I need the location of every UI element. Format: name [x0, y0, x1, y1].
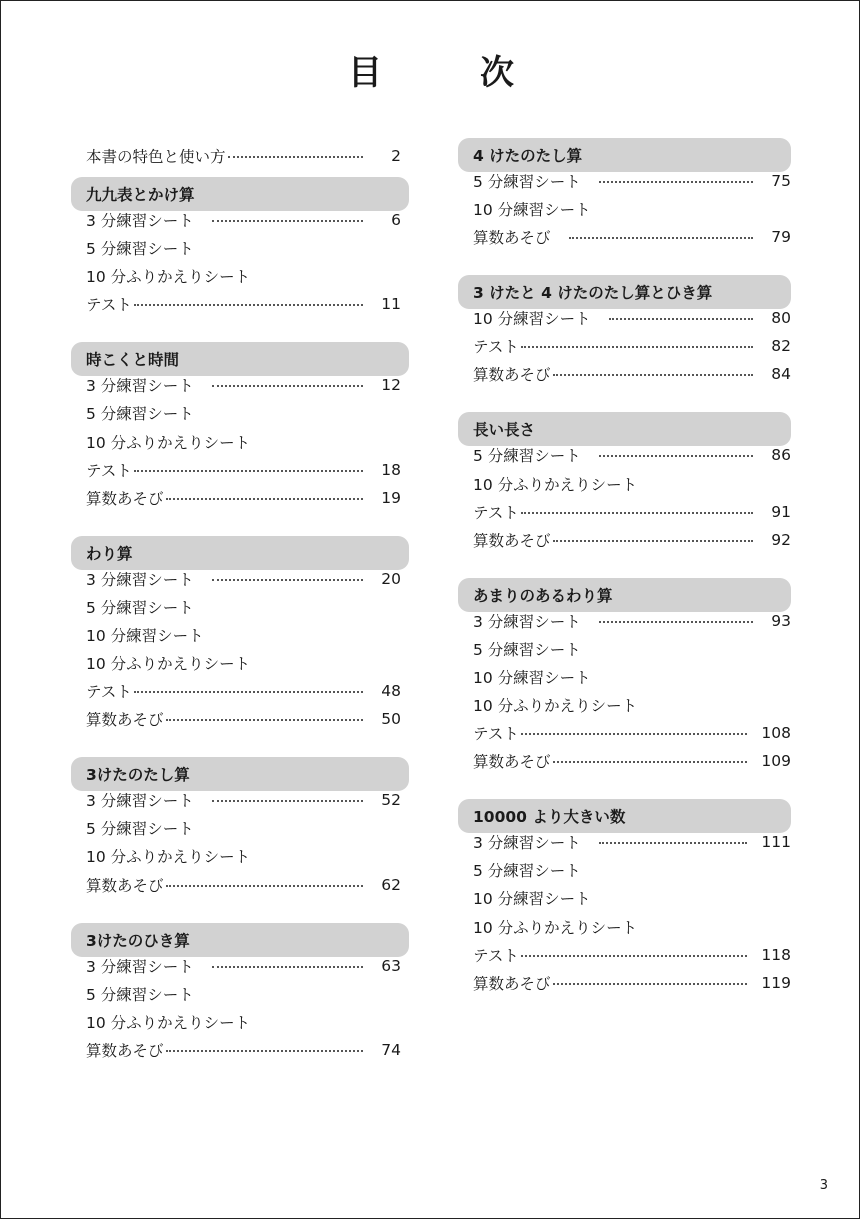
toc-entry-label: 3 分練習シート — [86, 570, 194, 589]
toc-entry-label: 3 分練習シート — [473, 834, 581, 853]
leader-dots — [599, 181, 753, 183]
leader-dots — [553, 983, 748, 985]
toc-entry-label: 算数あそび — [473, 531, 551, 550]
toc-entry-page: 20 — [381, 569, 401, 588]
toc-entry-label: 10 分練習シート — [86, 626, 204, 645]
leader-dots — [166, 719, 363, 721]
toc-entry[interactable] — [86, 593, 401, 621]
toc-entry[interactable] — [86, 621, 401, 649]
leader-dots — [212, 385, 363, 387]
leader-dots — [212, 966, 363, 968]
toc-entry[interactable] — [473, 913, 791, 941]
toc-entry-label: 10 分ふりかえりシート — [86, 268, 251, 287]
toc-entry-page: 119 — [761, 973, 791, 992]
toc-entry[interactable] — [86, 1036, 401, 1064]
toc-entry-label: テスト — [473, 725, 519, 744]
section-header[interactable]: 長い長さ — [458, 412, 791, 446]
toc-entry-label: 5 分練習シート — [473, 447, 581, 466]
toc-entry-page: 19 — [381, 488, 401, 507]
toc-entry[interactable] — [473, 747, 791, 775]
toc-entry[interactable] — [473, 498, 791, 526]
leader-dots — [521, 733, 748, 735]
toc-entry[interactable] — [473, 223, 791, 251]
leader-dots — [553, 374, 753, 376]
toc-entry[interactable] — [473, 941, 791, 969]
toc-entry-label: 10 分練習シート — [473, 890, 591, 909]
leader-dots — [228, 156, 363, 158]
toc-entry[interactable] — [86, 1008, 401, 1036]
toc-entry-page: 80 — [771, 309, 791, 328]
toc-entry-label: 10 分ふりかえりシート — [86, 655, 251, 673]
toc-entry-label: 3 分練習シート — [473, 612, 581, 631]
toc-entry[interactable] — [86, 142, 401, 170]
toc-entry-label: 算数あそび — [86, 489, 164, 508]
toc-entry-label: 3 分練習シート — [86, 792, 194, 811]
leader-dots — [212, 579, 363, 581]
toc-entry[interactable] — [473, 304, 791, 332]
toc-entry-label: 5 分練習シート — [86, 820, 194, 839]
toc-entry[interactable] — [473, 470, 791, 498]
toc-entry-page: 2 — [391, 147, 401, 165]
toc-entry-label: 5 分練習シート — [473, 862, 581, 881]
toc-entry-page: 74 — [381, 1040, 401, 1059]
leader-dots — [134, 470, 363, 472]
leader-dots — [553, 761, 748, 763]
toc-entry[interactable] — [473, 719, 791, 747]
toc-entry-label: 10 分ふりかえりシート — [86, 1013, 251, 1032]
section-header[interactable]: 4 けたのたし算 — [458, 138, 791, 172]
toc-entry-label: 3 分練習シート — [86, 377, 194, 396]
section-header[interactable]: 3けたのひき算 — [71, 923, 409, 957]
leader-dots — [553, 540, 753, 542]
leader-dots — [521, 346, 753, 348]
toc-entry-label: 5 分練習シート — [86, 985, 194, 1004]
toc-entry-page: 79 — [771, 228, 791, 247]
toc-entry-label: テスト — [86, 683, 132, 702]
toc-entry[interactable] — [473, 635, 791, 663]
toc-entry-label: 5 分練習シート — [86, 240, 194, 259]
leader-dots — [521, 955, 748, 957]
toc-entry-label: テスト — [473, 503, 519, 522]
toc-entry-page: 109 — [761, 752, 791, 771]
toc-entry-page: 111 — [761, 833, 791, 852]
toc-entry[interactable] — [86, 842, 401, 870]
leader-dots — [166, 1050, 363, 1052]
toc-entry[interactable] — [86, 980, 401, 1008]
toc-entry[interactable] — [86, 290, 401, 318]
leader-dots — [609, 318, 753, 320]
toc-entry-label: 3 分練習シート — [86, 957, 194, 976]
toc-entry-page: 84 — [771, 365, 791, 384]
toc-entry[interactable] — [86, 871, 401, 899]
section-header[interactable]: 3けたのたし算 — [71, 757, 409, 791]
toc-entry[interactable] — [473, 441, 791, 469]
leader-dots — [166, 498, 363, 500]
toc-entry[interactable] — [86, 705, 401, 733]
section-header[interactable]: わり算 — [71, 536, 409, 570]
toc-entry-page: 82 — [771, 337, 791, 356]
toc-entry-label: テスト — [473, 946, 519, 965]
toc-entry-page: 63 — [381, 956, 401, 975]
section-header[interactable]: あまりのあるわり算 — [458, 578, 791, 612]
section-header[interactable]: 10000 より大きい数 — [458, 799, 791, 833]
toc-entry[interactable] — [473, 691, 791, 719]
leader-dots — [166, 885, 363, 887]
toc-entry[interactable] — [473, 360, 791, 388]
toc-entry[interactable] — [86, 814, 401, 842]
leader-dots — [569, 237, 753, 239]
toc-entry-page: 62 — [381, 875, 401, 894]
toc-entry-page: 50 — [381, 710, 401, 729]
toc-entry-label: 算数あそび — [473, 229, 551, 248]
toc-entry-page: 6 — [391, 211, 401, 229]
toc-entry-page: 18 — [381, 460, 401, 479]
toc-entry[interactable] — [473, 195, 791, 223]
toc-entry-page: 52 — [381, 791, 401, 810]
toc-entry-page: 92 — [771, 530, 791, 549]
toc-entry-label: 5 分練習シート — [473, 640, 581, 659]
toc-entry-page: 11 — [381, 295, 401, 314]
toc-entry-label: 算数あそび — [86, 876, 164, 895]
toc-entry-page: 12 — [381, 376, 401, 395]
toc-entry-label: 10 分ふりかえりシート — [473, 918, 638, 937]
toc-entry-label: 10 分練習シート — [473, 201, 591, 220]
toc-entry-label: 本書の特色と使い方 — [86, 148, 226, 166]
toc-entry[interactable] — [86, 399, 401, 427]
toc-entry[interactable] — [473, 884, 791, 912]
toc-entry-label: 算数あそび — [86, 711, 164, 730]
toc-entry[interactable] — [86, 371, 401, 399]
toc-entry[interactable] — [86, 649, 401, 677]
toc-entry-label: 5 分練習シート — [86, 405, 194, 424]
toc-entry-label: 3 分練習シート — [86, 212, 194, 230]
leader-dots — [212, 220, 363, 222]
leader-dots — [134, 304, 363, 306]
leader-dots — [521, 512, 753, 514]
toc-entry[interactable] — [473, 526, 791, 554]
toc-entry[interactable] — [473, 856, 791, 884]
toc-entry[interactable] — [86, 206, 401, 234]
toc-entry[interactable] — [86, 786, 401, 814]
toc-entry-page: 91 — [771, 502, 791, 521]
section-header[interactable]: 九九表とかけ算 — [71, 177, 409, 211]
toc-entry-label: 10 分ふりかえりシート — [86, 433, 251, 452]
toc-entry[interactable] — [473, 167, 791, 195]
toc-entry[interactable] — [86, 456, 401, 484]
toc-entry[interactable] — [473, 332, 791, 360]
toc-entry[interactable] — [86, 234, 401, 262]
page-title: 目 次 — [348, 53, 546, 93]
toc-entry-label: 10 分練習シート — [473, 668, 591, 687]
toc-entry-label: テスト — [86, 461, 132, 480]
toc-entry-page: 86 — [771, 446, 791, 465]
toc-entry[interactable] — [86, 428, 401, 456]
toc-entry-page: 93 — [771, 611, 791, 630]
toc-entry[interactable] — [473, 663, 791, 691]
section-header[interactable]: 3 けたと 4 けたのたし算とひき算 — [458, 275, 791, 309]
toc-entry-page: 118 — [761, 945, 791, 964]
leader-dots — [599, 621, 753, 623]
toc-entry-label: テスト — [473, 338, 519, 357]
toc-entry-label: 10 分ふりかえりシート — [473, 475, 638, 494]
section-header[interactable]: 時こくと時間 — [71, 342, 409, 376]
leader-dots — [212, 800, 363, 802]
toc-entry-label: 5 分練習シート — [86, 598, 194, 617]
toc-entry[interactable] — [473, 969, 791, 997]
leader-dots — [599, 842, 748, 844]
toc-entry[interactable] — [86, 677, 401, 705]
toc-entry-label: 算数あそび — [473, 974, 551, 993]
toc-entry[interactable] — [86, 484, 401, 512]
toc-entry-label: 10 分ふりかえりシート — [473, 697, 638, 715]
toc-entry-label: 算数あそび — [86, 1041, 164, 1060]
toc-entry-label: 算数あそび — [473, 366, 551, 385]
toc-entry-page: 108 — [761, 724, 791, 743]
leader-dots — [134, 691, 363, 693]
toc-entry-page: 48 — [381, 682, 401, 701]
toc-entry[interactable] — [473, 607, 791, 635]
toc-entry-label: テスト — [86, 296, 132, 315]
leader-dots — [599, 455, 753, 457]
toc-entry-label: 10 分練習シート — [473, 310, 591, 329]
toc-entry-label: 算数あそび — [473, 753, 551, 772]
toc-entry[interactable] — [473, 828, 791, 856]
toc-entry[interactable] — [86, 565, 401, 593]
toc-entry-label: 5 分練習シート — [473, 173, 581, 191]
toc-entry[interactable] — [86, 262, 401, 290]
toc-entry-label: 10 分ふりかえりシート — [86, 848, 251, 867]
toc-entry[interactable] — [86, 952, 401, 980]
page-number: 3 — [819, 1178, 828, 1193]
toc-entry-page: 75 — [771, 172, 791, 190]
